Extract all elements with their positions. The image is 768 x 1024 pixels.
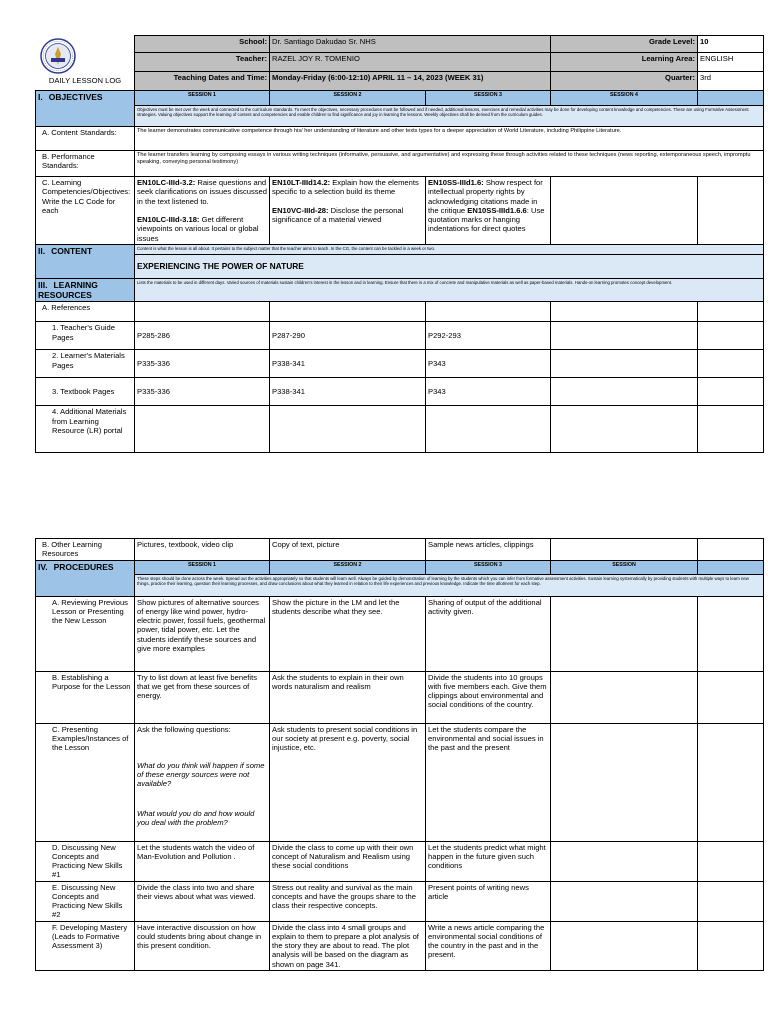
other-resources-session-2: Copy of text, picture <box>270 539 426 561</box>
performance-standards-label: B. Performance Standards: <box>36 151 135 177</box>
objectives-note: Objectives must be met over the week and connected to the curriculum standards. To meet the objectives, necessary procedures must be followed and if needed, additional lessons, exercises and remedial activities may be done for developing content knowledge and competencies. These are using Formative Assessment strategies. Valuing objectives support the learning of content and competencies and enable children to find significance and joy in learning the lessons. Weekly objectives shall be derived from the curriculum guides. <box>135 106 764 127</box>
tb-session-3: P343 <box>426 378 551 406</box>
presenting-examples-label: C. Presenting Examples/Instances of the Lesson <box>36 723 135 841</box>
other-resources-session-3: Sample news articles, clippings <box>426 539 551 561</box>
objectives-heading: I. OBJECTIVES <box>36 91 135 127</box>
learners-materials-label: 2. Learner's Materials Pages <box>36 350 135 378</box>
developing-mastery-label: F. Developing Mastery (Leads to Formative Assessment 3) <box>36 921 135 970</box>
school-label: School: <box>135 36 270 53</box>
discussing-2-session-1: Divide the class into two and share their views about what was viewed. <box>135 881 270 921</box>
competency-session-3: EN10SS-IIId1.6: Show respect for intellectual property rights by acknowledging citations made in the critique EN10SS-IIId1.6.6: Use quotation marks or hanging indentations for direct quotes <box>426 177 551 245</box>
reviewing-session-1: Show pictures of alternative sources of energy like wind power, hydro-electric power, fossil fuels, geothermal power, tidal power, etc. Let the students identify these sources and give more examples <box>135 596 270 671</box>
reviewing-session-2: Show the picture in the LM and let the students describe what they see. <box>270 596 426 671</box>
purpose-session-2: Ask the students to explain in their own words naturalism and realism <box>270 671 426 723</box>
p2-session-4-header: SESSION <box>551 560 698 574</box>
tb-session-1: P335-336 <box>135 378 270 406</box>
teacher-label: Teacher: <box>135 53 270 72</box>
dates-value: Monday-Friday (6:00-12:10) APRIL 11 – 14, 2023 (WEEK 31) <box>270 72 551 91</box>
other-resources-label: B. Other Learning Resources <box>36 539 135 561</box>
log-title: DAILY LESSON LOG <box>48 76 122 85</box>
content-standards-text: The learner demonstrates communicative competence through his/ her understanding of literature and other texts types for a deeper appreciation of World Literature, including Philippine Literature. <box>135 127 764 151</box>
discussing-1-session-1: Let the students watch the video of Man-Evolution and Pollution . <box>135 841 270 881</box>
content-standards-label: A. Content Standards: <box>36 127 135 151</box>
content-heading: II. CONTENT <box>36 244 135 278</box>
mastery-session-3: Write a news article comparing the environmental social conditions of the country in the past and in the present. <box>426 921 551 970</box>
examples-session-1: Ask the following questions: What do you think will happen if some of these energy sources were not available? What would you do and how would you deal with the problem? <box>135 723 270 841</box>
session-1-header: SESSION 1 <box>135 91 270 106</box>
session-3-header: SESSION 3 <box>426 91 551 106</box>
discussing-2-session-2: Stress out reality and survival as the main concepts and have the groups share to the class their respective concepts. <box>270 881 426 921</box>
p2-session-3-header: SESSION 3 <box>426 560 551 574</box>
textbook-pages-label: 3. Textbook Pages <box>36 378 135 406</box>
discussing-1-session-2: Divide the class to come up with their own concept of Naturalism and Realism using these social conditions <box>270 841 426 881</box>
reviewing-lesson-label: A. Reviewing Previous Lesson or Presenting the New Lesson <box>36 596 135 671</box>
references-label: A. References <box>36 302 135 322</box>
dates-label: Teaching Dates and Time: <box>135 72 270 91</box>
session-4-header: SESSION 4 <box>551 91 698 106</box>
examples-session-3: Let the students compare the environmental and social issues in the past and the present <box>426 723 551 841</box>
purpose-session-3: Divide the students into 10 groups with five members each. Give them clippings about environmental and social conditions of the country. <box>426 671 551 723</box>
establishing-purpose-label: B. Establishing a Purpose for the Lesson <box>36 671 135 723</box>
examples-session-2: Ask students to present social conditions in our society at present e.g. poverty, social injustice, etc. <box>270 723 426 841</box>
quarter-label: Quarter: <box>551 72 698 91</box>
competency-session-1: EN10LC-IIId-3.2: Raise questions and seek clarifications on issues discussed in the text listened to. EN10LC-IIId-3.18: Get different viewpoints on various local or global issues <box>135 177 270 245</box>
lesson-log-table-page2 <box>35 538 764 971</box>
grade-label: Grade Level: <box>551 36 698 53</box>
tb-session-2: P338-341 <box>270 378 426 406</box>
lm-session-2: P338-341 <box>270 350 426 378</box>
quarter-value: 3rd <box>698 72 764 91</box>
purpose-session-1: Try to list down at least five benefits that we get from these sources of energy. <box>135 671 270 723</box>
grade-value: 10 <box>698 36 764 53</box>
resources-note: Lists the materials to be used in different days. Varied sources of materials sustain children's interest in the lesson and in learning. Ensure that there is a mix of concrete and manipulative materials as well as paper-based materials. Hands-on learning promotes concept development. <box>135 278 764 302</box>
tg-session-2: P287-290 <box>270 322 426 350</box>
procedures-note: These steps should be done across the week. Spread out the activities appropriately so that students will learn well. Always be guided by demonstration of learning by the students which you can infer from formative assessment activities. Sustain learning systematically by providing students with multiple ways to learn new things, practice their learning, question their learning processes, and draw conclusions about what they learned in relation to their life experiences and previous knowledge. Indicate the time allotment for each step. <box>135 574 764 596</box>
area-value: ENGLISH <box>698 53 764 72</box>
teachers-guide-label: 1. Teacher's Guide Pages <box>36 322 135 350</box>
resources-heading: III. LEARNING RESOURCES <box>36 278 135 302</box>
discussing-concepts-1-label: D. Discussing New Concepts and Practicing New Skills #1 <box>36 841 135 881</box>
lesson-log-table-page1 <box>35 35 764 453</box>
school-value: Dr. Santiago Dakudao Sr. NHS <box>270 36 551 53</box>
mastery-session-1: Have interactive discussion on how could students bring about change in this present condition. <box>135 921 270 970</box>
content-topic: EXPERIENCING THE POWER OF NATURE <box>135 254 764 278</box>
discussing-concepts-2-label: E. Discussing New Concepts and Practicing New Skills #2 <box>36 881 135 921</box>
lm-session-3: P343 <box>426 350 551 378</box>
competency-session-2: EN10LT-IIId14.2: Explain how the elements specific to a selection build its theme EN10VC-IIId-28: Disclose the personal significance of a material viewed <box>270 177 426 245</box>
tg-session-1: P285-286 <box>135 322 270 350</box>
additional-materials-label: 4. Additional Materials from Learning Resource (LR) portal <box>36 406 135 453</box>
mastery-session-2: Divide the class into 4 small groups and explain to them to prepare a plot analysis of the story they are about to read. The plot analysis will be based on the diagram as shown on page 341. <box>270 921 426 970</box>
lm-session-1: P335-336 <box>135 350 270 378</box>
learning-competencies-label: C. Learning Competencies/Objectives: Write the LC Code for each <box>36 177 135 245</box>
tg-session-3: P292-293 <box>426 322 551 350</box>
teacher-value: RAZEL JOY R. TOMENIO <box>270 53 551 72</box>
discussing-2-session-3: Present points of writing news article <box>426 881 551 921</box>
performance-standards-text: The learner transfers learning by composing essays in various writing techniques (informative, persuasive, and argumentative) and expressing these through activities related to these techniques (news reporting, extemporaneous speech, impromptu speaking, conveying personal testimony) <box>135 151 764 177</box>
p2-session-1-header: SESSION 1 <box>135 560 270 574</box>
session-2-header: SESSION 2 <box>270 91 426 106</box>
p2-session-2-header: SESSION 2 <box>270 560 426 574</box>
content-note: Content is what the lesson is all about. It pertains to the subject matter that the teacher aims to teach. In the CG, the content can be tackled in a week or two. <box>135 244 764 254</box>
other-resources-session-1: Pictures, textbook, video clip <box>135 539 270 561</box>
reviewing-session-3: Sharing of output of the additional activity given. <box>426 596 551 671</box>
discussing-1-session-3: Let the students predict what might happen in the future given such conditions <box>426 841 551 881</box>
area-label: Learning Area: <box>551 53 698 72</box>
procedures-heading: IV. PROCEDURES <box>36 560 135 596</box>
